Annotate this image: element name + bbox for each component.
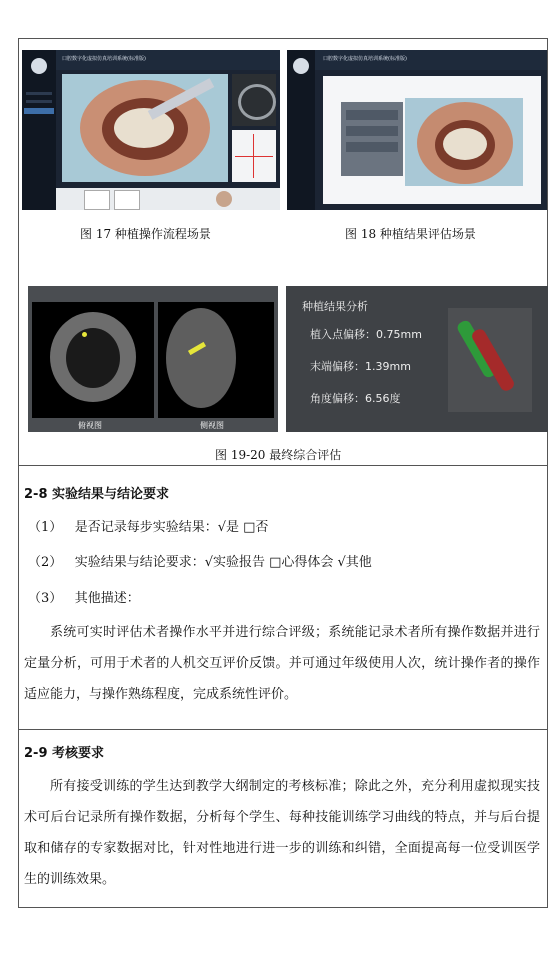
avatar [293,58,309,74]
result-row: 末端偏移：1.39mm [310,360,411,373]
figure-17-screenshot [22,50,280,210]
figure-20-result-analysis [286,286,548,432]
result-list [341,102,403,176]
app-title: 口腔数字化虚拟仿真培训系统(标准版) [62,56,146,62]
result-analysis-title: 种植结果分析 [302,300,368,313]
ct-side-view [158,302,274,418]
app-title: 口腔数字化虚拟仿真培训系统(标准版) [323,56,407,62]
app-sidebar [287,50,315,210]
figure-17-caption: 图 17 种植操作流程场景 [80,227,211,241]
figure-18-caption: 图 18 种植结果评估场景 [345,227,476,241]
oral-3d-view [62,74,228,182]
xray-preview [232,74,276,126]
section-heading: 2-9 考核要求 [24,746,105,761]
app-bottom-bar [56,188,280,210]
crosshair-panel [232,130,276,182]
result-row: 植入点偏移：0.75mm [310,328,422,341]
list-item: （2） 实验结果与结论要求：√实验报告 □心得体会 √其他 [28,555,372,570]
figure-18-screenshot [287,50,547,210]
top-view-label: 俯视图 [78,421,102,430]
table-divider [18,729,548,730]
oral-3d-view [405,98,523,186]
list-item: （1） 是否记录每步实验结果：√是 □否 [28,520,269,535]
ct-top-view [32,302,154,418]
app-sidebar [22,50,56,210]
side-view-label: 侧视图 [200,421,224,430]
section-paragraph: 系统可实时评估术者操作水平并进行综合评级；系统能记录术者所有操作数据并进行定量分析，可用于术者的人机交互评价反馈。并可通过年级使用人次，统计操作者的操作适应能力，与操作熟练程度，完成系统性评价。 [24,625,540,702]
implant-3d-view [448,308,532,412]
section-heading: 2-8 实验结果与结论要求 [24,487,170,502]
avatar [31,58,47,74]
figure-19-ct-images [28,286,278,432]
figure-19-20-caption: 图 19-20 最终综合评估 [215,448,342,462]
table-divider [18,465,548,466]
result-row: 角度偏移：6.56度 [310,392,401,405]
avatar [216,191,232,207]
list-item: （3） 其他描述： [28,591,140,606]
section-paragraph: 所有接受训练的学生达到教学大纲制定的考核标准；除此之外，充分利用虚拟现实技术可后台记录所有操作数据，分析每个学生、每种技能训练学习曲线的特点，并与后台提取和储存的专家数据对比，针对性地进行进一步的训练和纠错，全面提高每一位受训医学生的训练效果。 [24,779,540,887]
